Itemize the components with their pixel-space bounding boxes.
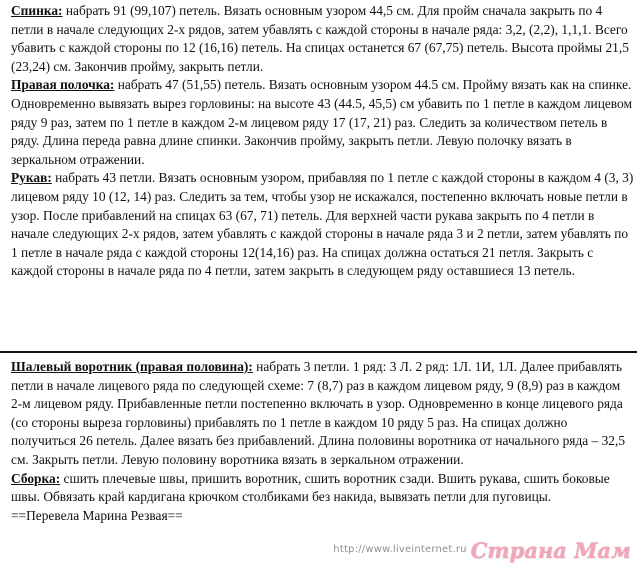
section-right-front — [4, 76, 634, 169]
section-back-text: набрать 91 (99,107) петель. Вязать основным узором 44,5 см. Для пройм сначала закрыть по 4 петли в начале следующих 2-х рядов, затем убавлять с каждой стороны в начале ряда: 3,2, (2,2), 1,1,1. Всего убавить с каждой стороны по 12 (16,16) петель. На спицах останется 67 (67,75) петель. Высота проймы 21,5 (23,24) см. Закончив пройму, закрыть петли. — [11, 3, 629, 74]
section-sleeve-text: набрать 43 петли. Вязать основным узором, прибавляя по 1 петле с каждой стороны в каждом 4 (3, 3) лицевом ряду 10 (12, 14) раз. Следить за тем, чтобы узор не искажался, постепенно включать новые петли в узор. После прибавлений на спицах 63 (67, 71) петель. Для верхней части рукава закрыть по 4 петли в начале следующих 2-х рядов, затем убавлять с каждой стороны в начале ряда 3 и 2 петли, затем убавлять по 1 петле в начале ряда с каждой стороны 12(14,16) раз. На спицах должна остаться 21 петля. Закрыть с каждой стороны в начале ряда по 4 петли, затем закрыть в следующем ряду оставшиеся 13 петель. — [11, 170, 634, 279]
instructions-block-bottom — [4, 358, 634, 525]
section-shawl-collar — [4, 358, 634, 470]
watermark — [333, 538, 631, 562]
section-right-front-title: Правая полочка: — [11, 77, 115, 93]
section-divider — [0, 351, 637, 353]
watermark-logo: Страна Мам — [470, 538, 631, 563]
section-assembly-text: сшить плечевые швы, пришить воротник, сшить воротник сзади. Вшить рукава, сшить боковые швы. Обвязать край кардигана крючком столбиками без накида, вывязать петли для пуговицы. — [11, 470, 610, 505]
section-sleeve-title: Рукав: — [11, 170, 52, 186]
section-assembly — [4, 470, 634, 507]
section-assembly-title: Сборка: — [11, 470, 61, 486]
watermark-url: http://www.liveinternet.ru — [333, 544, 467, 556]
section-right-front-text: набрать 47 (51,55) петель. Вязать основным узором 44.5 см. Пройму вязать как на спинке. Одновременно вывязать вырез горловины: на высоте 43 (44.5, 45,5) см убавить по 1 петле в каждом лицевом ряду 9 раз, затем по 1 петле в каждом 2-м лицевом ряду 17 (17, 21) раз. Следить за количеством петель в ряду. Длина переда равна длине спинки. Закончив пройму, закрыть петли. Левую полочку вязать в зеркальном отражении. — [11, 77, 632, 167]
section-shawl-collar-text: набрать 3 петли. 1 ряд: 3 Л. 2 ряд: 1Л. 1И, 1Л. Далее прибавлять петли в начале лицевого ряда по следующей схеме: 7 (8,7) раз в каждом лицевом ряду, 9 (8,9) раз в каждом 2-м лицевом ряду. Прибавленные петли постепенно включать в узор. Одновременно в конце лицевого ряда (со стороны выреза горловины) прибавлять по 1 петле в каждом 10 ряду 5 раз. На спицах должно получиться 26 петель. Далее вязать без прибавлений. Длина половины воротника от начального ряда – 32,5 см. Закрыть петли. Левую половину воротника вязать в зеркальном отражении. — [11, 359, 626, 467]
section-back — [4, 2, 634, 76]
instructions-block-top — [4, 2, 634, 281]
translator-credit: ==Перевела Марина Резвая== — [11, 507, 183, 523]
section-shawl-collar-title: Шалевый воротник (правая половина): — [11, 359, 253, 374]
section-sleeve — [4, 169, 634, 281]
section-back-title: Спинка: — [11, 3, 63, 18]
